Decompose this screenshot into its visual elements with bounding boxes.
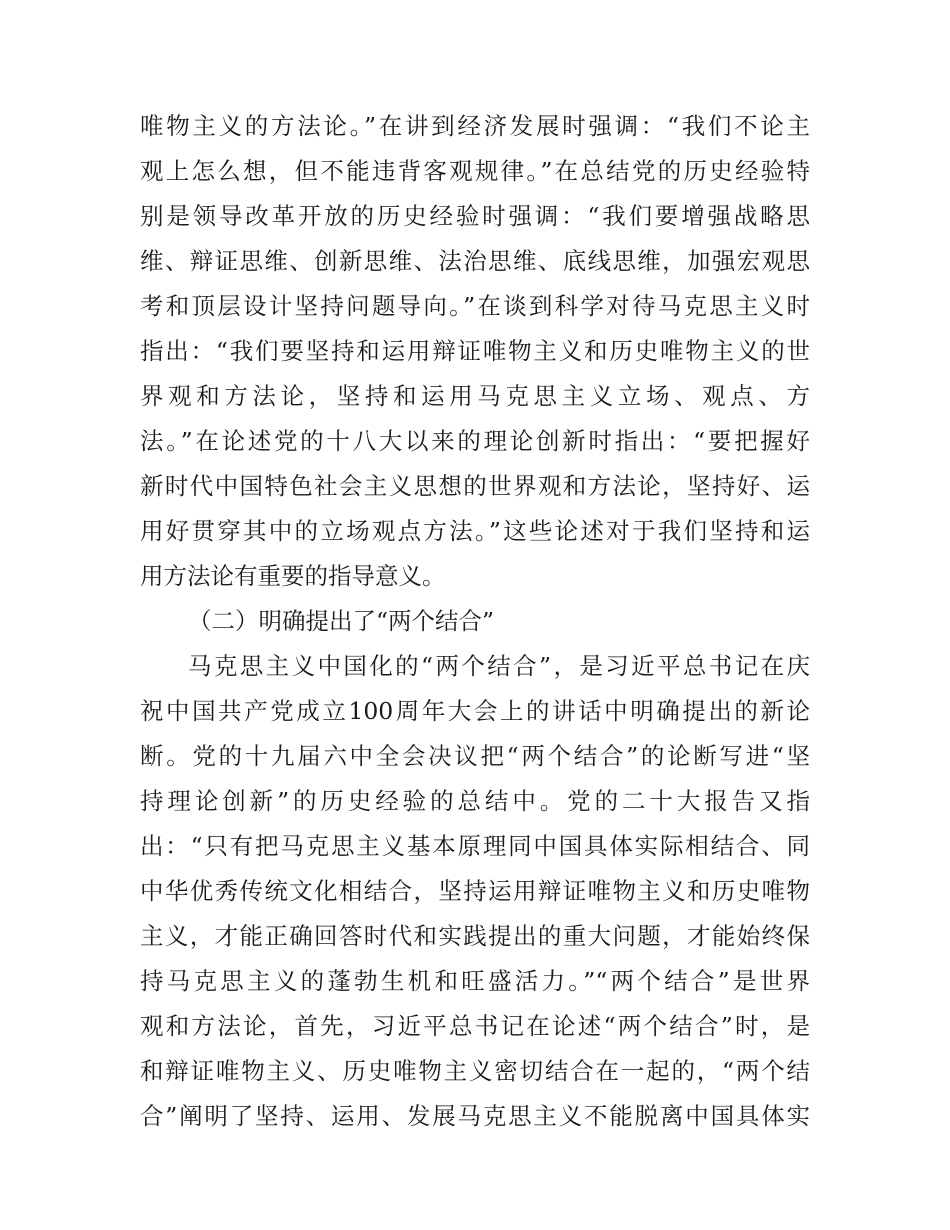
paragraph-line: 出：“只有把马克思主义基本原理同中国具体实际相结合、同	[140, 832, 810, 860]
paragraph-line: 和辩证唯物主义、历史唯物主义密切结合在一起的，“两个结	[140, 1057, 810, 1085]
paragraph-line: 持马克思主义的蓬勃生机和旺盛活力。”“两个结合”是世界	[140, 967, 810, 995]
paragraph-line: 祝中国共产党成立100周年大会上的讲话中明确提出的新论	[140, 697, 810, 725]
paragraph-line: 观上怎么想，但不能违背客观规律。”在总结党的历史经验特	[140, 157, 810, 185]
paragraph-line: 法。”在论述党的十八大以来的理论创新时指出：“要把握好	[140, 427, 810, 455]
paragraph-line: 持理论创新”的历史经验的总结中。党的二十大报告又指	[140, 787, 810, 815]
paragraph-line: 考和顶层设计坚持问题导向。”在谈到科学对待马克思主义时	[140, 292, 810, 320]
paragraph-line: 马克思主义中国化的“两个结合”，是习近平总书记在庆	[188, 652, 810, 680]
paragraph-line: 用好贯穿其中的立场观点方法。”这些论述对于我们坚持和运	[140, 517, 810, 545]
paragraph-line: 观和方法论，首先，习近平总书记在论述“两个结合”时，是	[140, 1012, 810, 1040]
section-heading: （二）明确提出了“两个结合”	[188, 607, 495, 635]
paragraph-line: 唯物主义的方法论。”在讲到经济发展时强调：“我们不论主	[140, 112, 810, 140]
paragraph-line: 维、辩证思维、创新思维、法治思维、底线思维，加强宏观思	[140, 247, 810, 275]
paragraph-line: 界观和方法论，坚持和运用马克思主义立场、观点、方	[140, 382, 810, 410]
paragraph-line: 别是领导改革开放的历史经验时强调：“我们要增强战略思	[140, 202, 810, 230]
paragraph-line: 用方法论有重要的指导意义。	[140, 562, 446, 590]
paragraph-line: 新时代中国特色社会主义思想的世界观和方法论，坚持好、运	[140, 472, 810, 500]
paragraph-line: 合”阐明了坚持、运用、发展马克思主义不能脱离中国具体实	[140, 1102, 810, 1130]
paragraph-line: 断。党的十九届六中全会决议把“两个结合”的论断写进“坚	[140, 742, 810, 770]
paragraph-line: 中华优秀传统文化相结合，坚持运用辩证唯物主义和历史唯物	[140, 877, 810, 905]
paragraph-line: 主义，才能正确回答时代和实践提出的重大问题，才能始终保	[140, 922, 810, 950]
paragraph-line: 指出：“我们要坚持和运用辩证唯物主义和历史唯物主义的世	[140, 337, 810, 365]
